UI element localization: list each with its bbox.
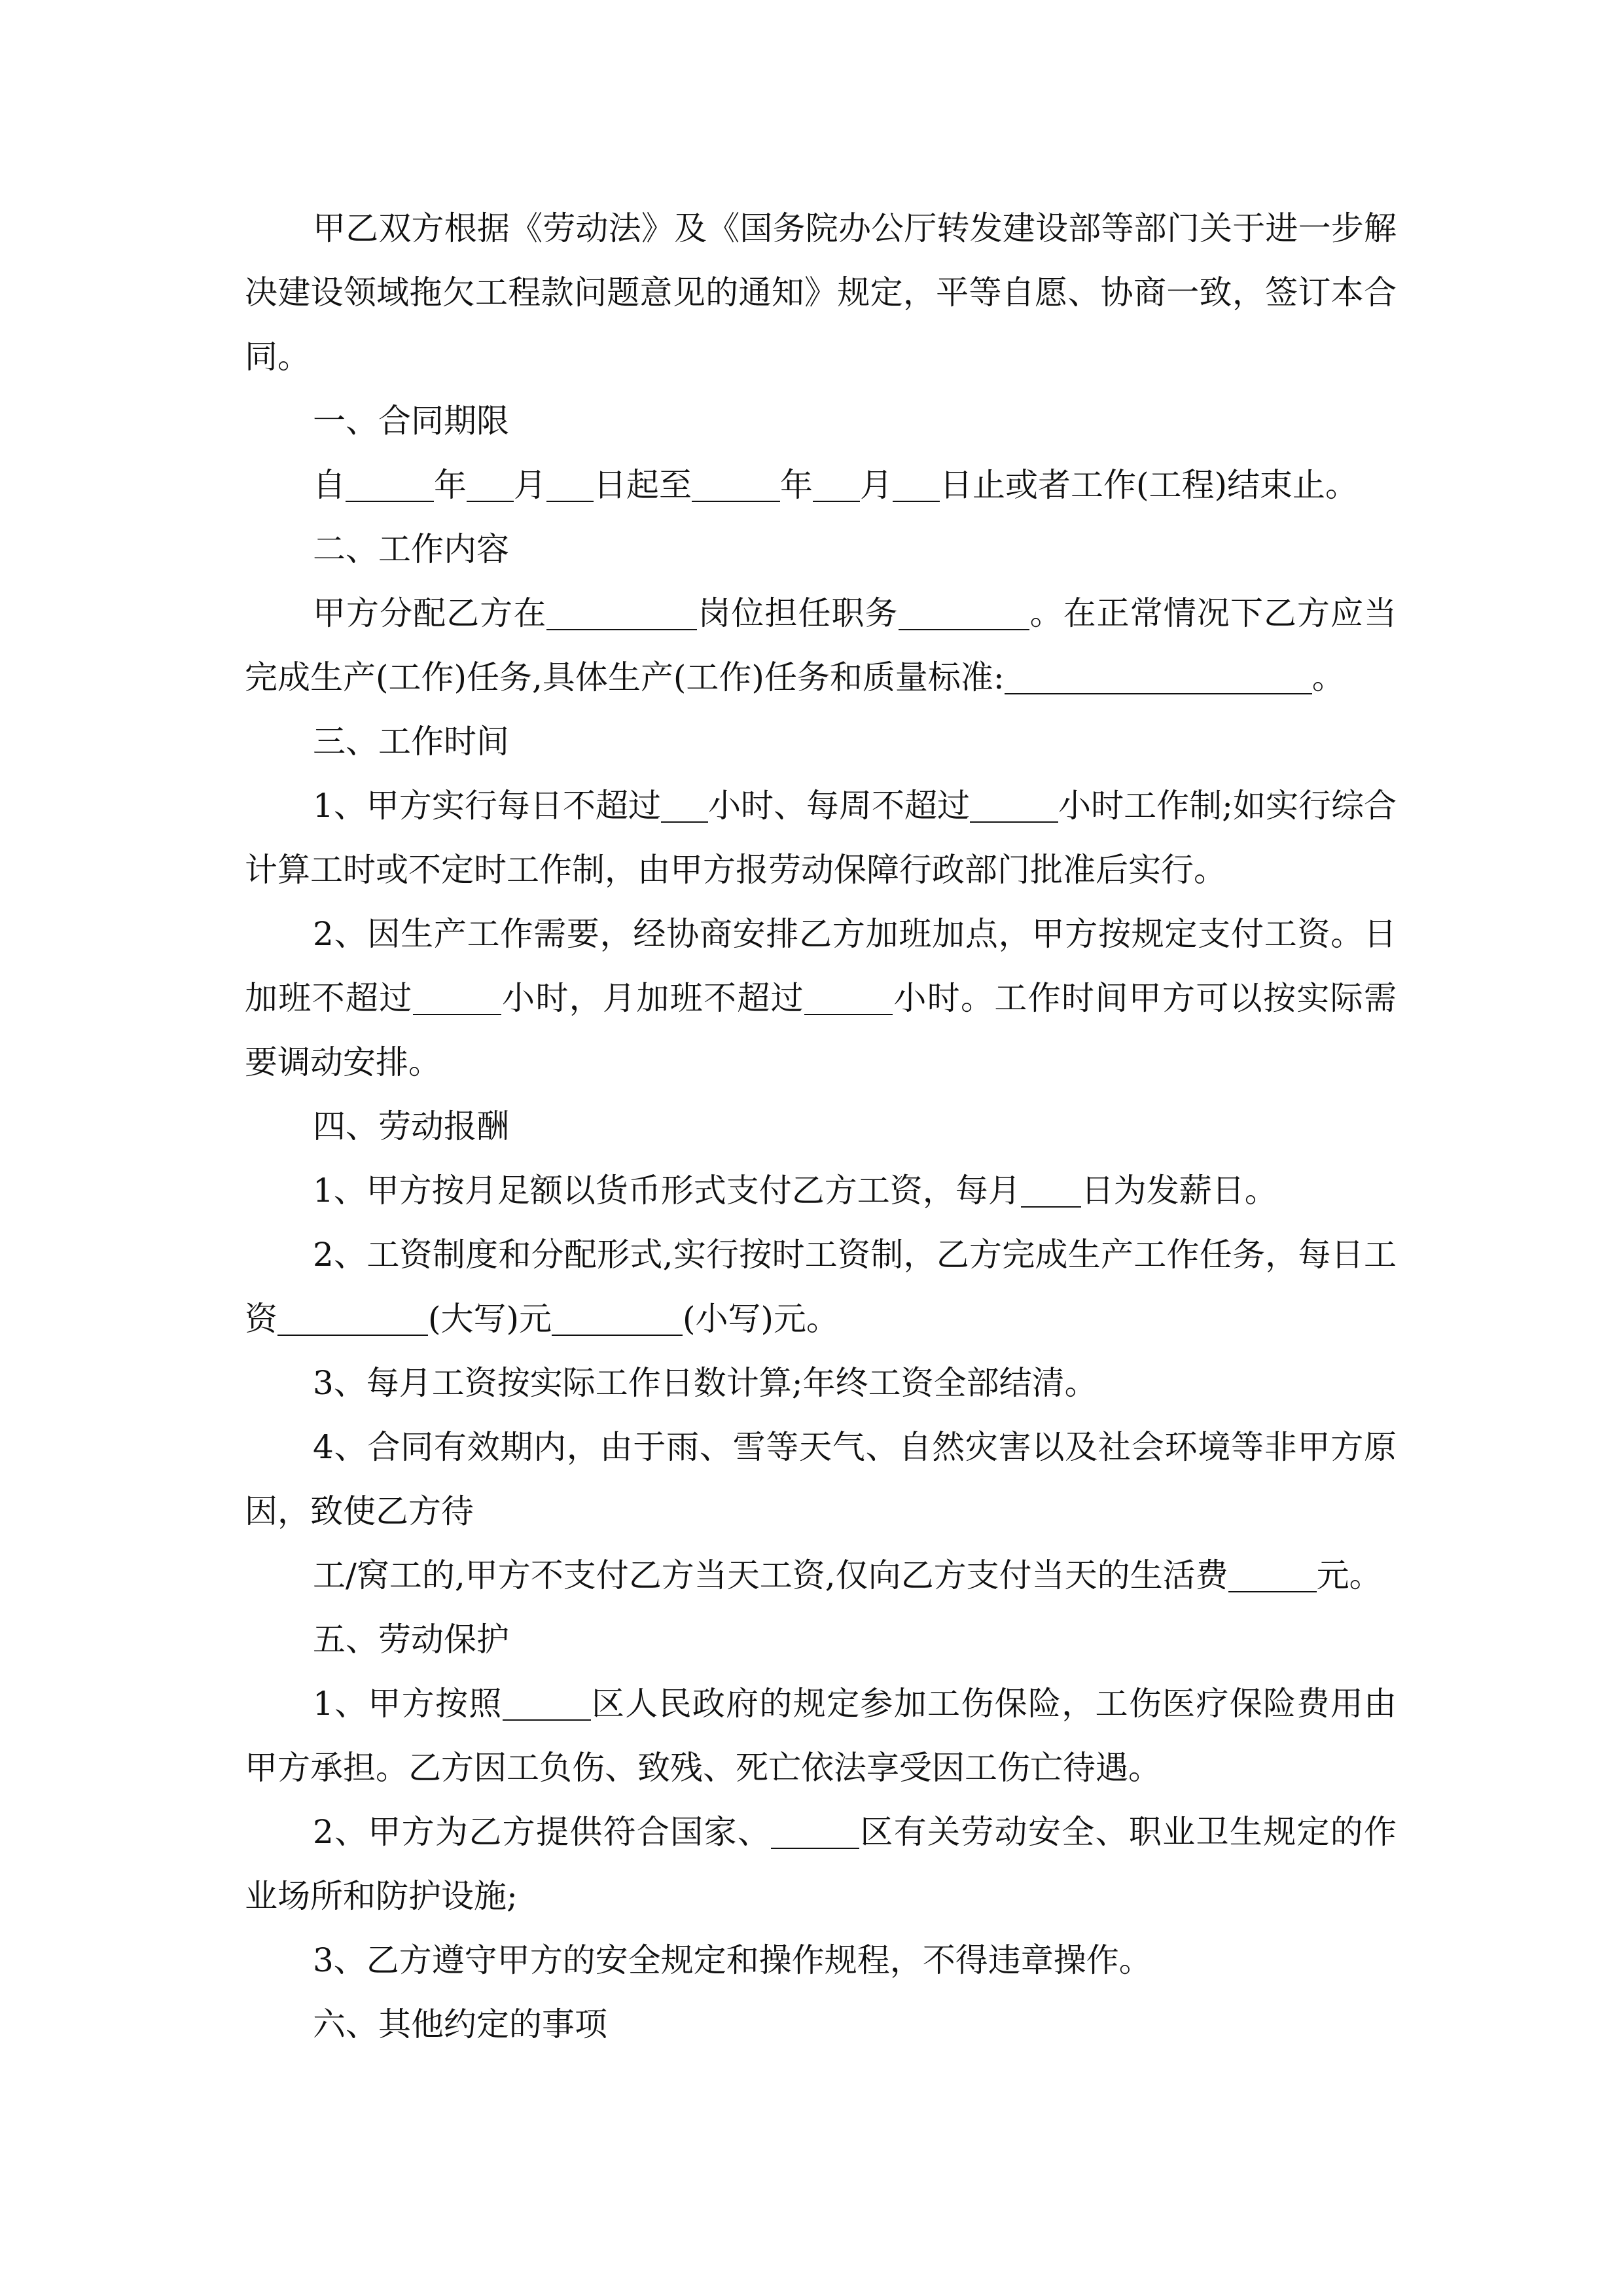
pay-item-2: 2、工资制度和分配形式,实行按时工资制，乙方完成生产工作任务，每日工资 (大写)元 (小写)元。 — [245, 1236, 1397, 1338]
pay-item-4-continued: 工/窝工的,甲方不支付乙方当天工资,仅向乙方支付当天的生活费 元。 — [313, 1556, 1382, 1594]
blank-duty[interactable] — [899, 596, 1029, 630]
work-hours-item-1: 1、甲方实行每日不超过 小时、每周不超过 小时工作制;如实行综合计算工时或不定时工作制，由甲方报劳动保障行政部门批准后实行。 — [245, 787, 1397, 889]
blank-district-safety[interactable] — [771, 1815, 859, 1849]
blank-end-day[interactable] — [893, 468, 940, 502]
blank-quality-standard[interactable] — [1005, 660, 1312, 694]
protection-item-1: 1、甲方按照 区人民政府的规定参加工伤保险，工伤医疗保险费用由甲方承担。乙方因工负伤、致残、死亡依法享受因工伤亡待遇。 — [245, 1685, 1397, 1787]
section-4-title: 四、劳动报酬 — [313, 1107, 509, 1145]
blank-position[interactable] — [546, 596, 697, 630]
section-5-title: 五、劳动保护 — [313, 1621, 509, 1659]
blank-daily-hours[interactable] — [661, 789, 708, 823]
blank-daily-overtime[interactable] — [413, 981, 501, 1015]
blank-weekly-hours[interactable] — [970, 789, 1058, 823]
section-1-title: 一、合同期限 — [313, 402, 509, 440]
intro-paragraph: 甲乙双方根据《劳动法》及《国务院办公厅转发建设部等部门关于进一步解决建设领域拖欠工程款问题意见的通知》规定，平等自愿、协商一致，签订本合同。 — [245, 209, 1397, 376]
protection-item-2: 2、甲方为乙方提供符合国家、 区有关劳动安全、职业卫生规定的作业场所和防护设施; — [245, 1813, 1397, 1915]
blank-end-month[interactable] — [813, 468, 860, 502]
work-content-paragraph: 甲方分配乙方在 岗位担任职务 。在正常情况下乙方应当完成生产(工作)任务,具体生产(工作)任务和质量标准: 。 — [245, 594, 1397, 696]
contract-term-line: 自 年 月 日起至 年 月 日止或者工作(工程)结束止。 — [313, 466, 1359, 504]
blank-monthly-overtime[interactable] — [804, 981, 893, 1015]
blank-payday[interactable] — [1021, 1174, 1081, 1208]
blank-end-year[interactable] — [692, 468, 780, 502]
section-3-title: 三、工作时间 — [313, 723, 509, 761]
blank-daily-wage-capital[interactable] — [277, 1302, 428, 1336]
section-6-title: 六、其他约定的事项 — [313, 2005, 607, 2043]
pay-item-3: 3、每月工资按实际工作日数计算;年终工资全部结清。 — [313, 1364, 1097, 1402]
blank-district-insurance[interactable] — [503, 1687, 591, 1721]
pay-item-4: 4、合同有效期内，由于雨、雪等天气、自然灾害以及社会环境等非甲方原因，致使乙方待 — [245, 1428, 1397, 1530]
blank-living-allowance[interactable] — [1228, 1558, 1317, 1592]
work-hours-item-2: 2、因生产工作需要，经协商安排乙方加班加点，甲方按规定支付工资。日加班不超过 小时，月加班不超过 小时。工作时间甲方可以按实际需要调动安排。 — [245, 915, 1397, 1081]
blank-daily-wage-number[interactable] — [552, 1302, 683, 1336]
section-2-title: 二、工作内容 — [313, 530, 509, 568]
blank-start-year[interactable] — [346, 468, 434, 502]
blank-start-day[interactable] — [546, 468, 594, 502]
pay-item-1: 1、甲方按月足额以货币形式支付乙方工资，每月 日为发薪日。 — [313, 1172, 1277, 1210]
blank-start-month[interactable] — [467, 468, 514, 502]
contract-body — [245, 196, 1397, 2056]
protection-item-3: 3、乙方遵守甲方的安全规定和操作规程，不得违章操作。 — [313, 1941, 1152, 1979]
